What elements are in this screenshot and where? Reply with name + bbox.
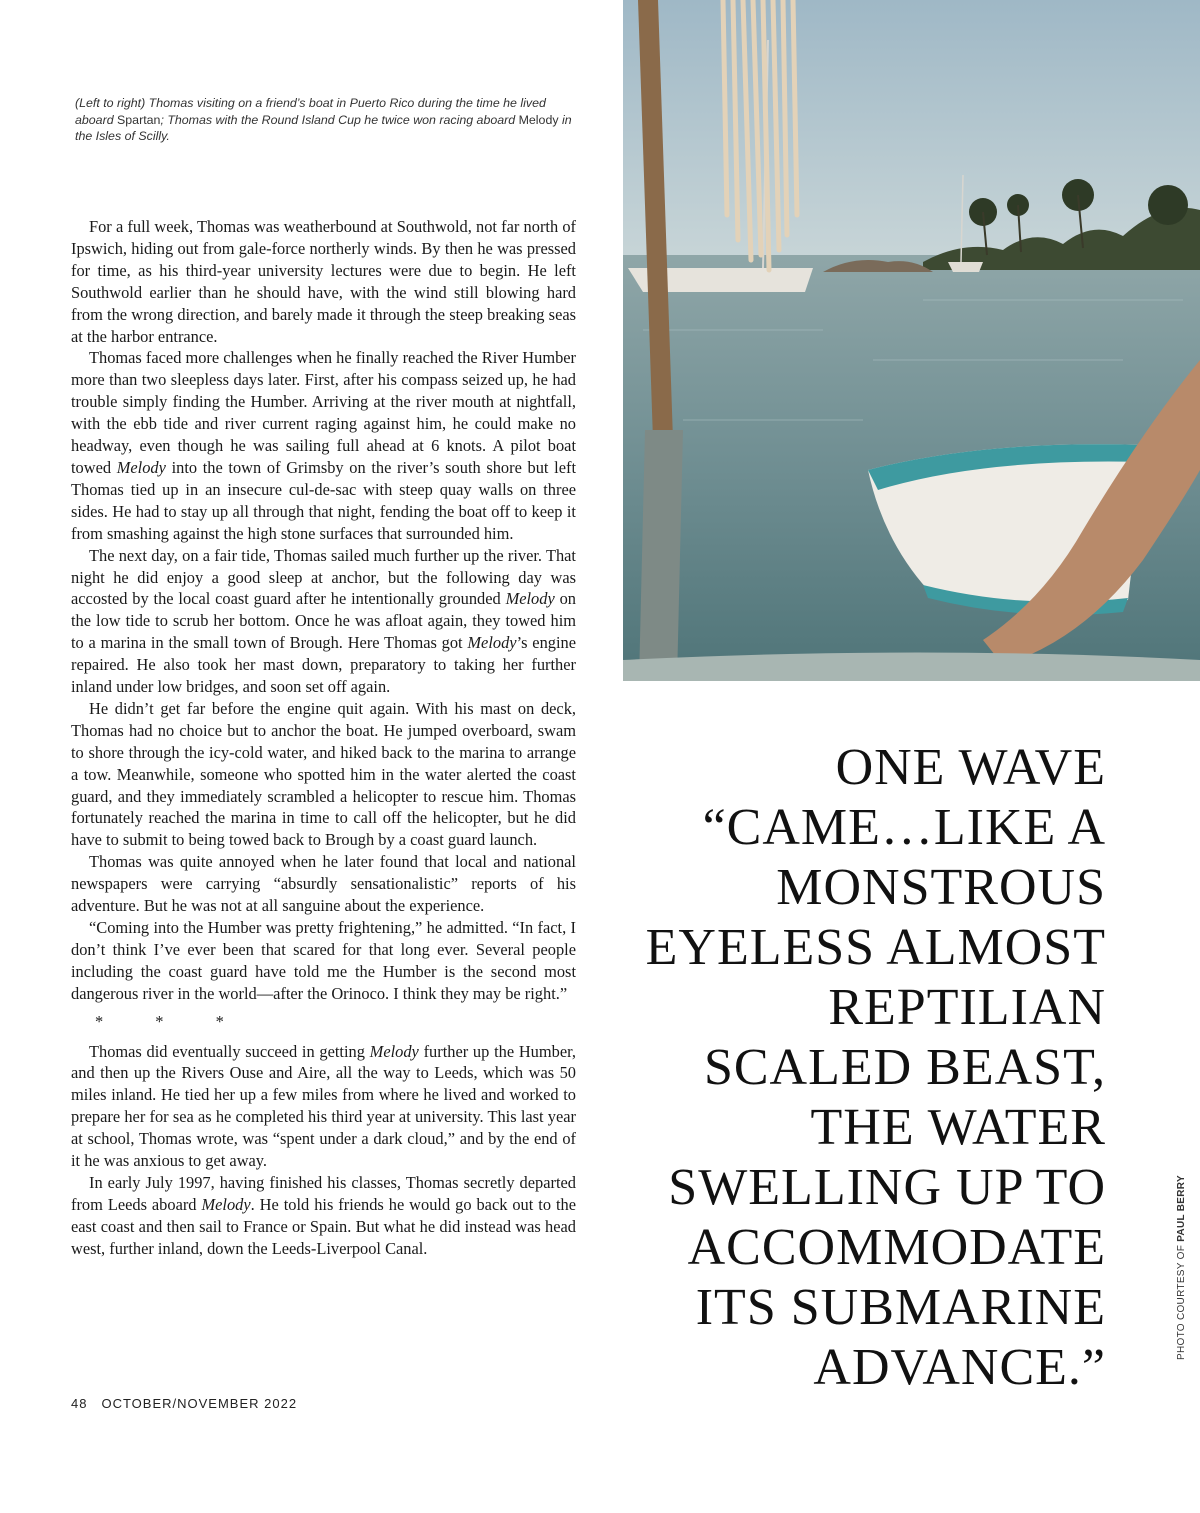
page-number: 48	[71, 1396, 88, 1411]
caption-text-1: (Left to right) Thomas visiting on a friend’s boat in Puerto Rico during the time he lived aboard	[75, 96, 546, 127]
paragraph-5: Thomas was quite annoyed when he later found that local and national newspapers were carrying “absurdly sensationalistic” reports of his adventure. But he was not at all sanguine about the experience.	[71, 852, 576, 916]
caption-boat-spartan: Spartan	[117, 112, 161, 127]
page-folio	[71, 1396, 311, 1411]
section-separator: * * *	[95, 1011, 248, 1031]
paragraph-2: Thomas faced more challenges when he finally reached the River Humber more than two sleepless days later. First, after his compass seized up, he had trouble simply finding the Humber. Arriving at the river mouth at nightfall, with the ebb tide and river current raging against him, he could make no headway, even though he was sailing full ahead at 6 knots. A pilot boat towed Melody into the town of Grimsby on the river’s south shore but left Thomas tied up in an insecure cul-de-sac with steep quay walls on three sides. He had to stay up all through that night, fending the boat off to keep it from smashing against the high stone surfaces that surrounded him.	[71, 348, 576, 543]
paragraph-8: In early July 1997, having finished his classes, Thomas secretly departed from Leeds aboard Melody. He told his friends he would go back out to the east coast and then sail to France or Spain. But what he did instead was head west, further inland, down the Leeds-Liverpool Canal.	[71, 1172, 576, 1258]
harbor-scene-image	[623, 0, 1200, 681]
caption-text-2: ; Thomas with the Round Island Cup he twice won racing aboard	[160, 112, 519, 127]
paragraph-1: For a full week, Thomas was weatherbound at Southwold, not far north of Ipswich, hiding out from gale-force northerly winds. By then he was pressed for time, as his third-year university lectures were due to begin. He left Southwold earlier than he should have, with the wind still blowing hard from the wrong direction, and barely made it through the steep breaking seas at the harbor entrance.	[71, 217, 576, 346]
caption-text-3: in the Isles of Scilly.	[75, 112, 572, 143]
paragraph-7: Thomas did eventually succeed in getting Melody further up the Humber, and then up the Rivers Ouse and Aire, all the way to Leeds, which was 50 miles inland. He tied her up a few miles from where he lived and worked to prepare her for sea as he completed his third year at university. This last year at school, Thomas wrote, was “spent under a dark cloud,” and by the end of it he was anxious to get away.	[71, 1041, 576, 1171]
boat-photo	[623, 0, 1200, 681]
paragraph-3: The next day, on a fair tide, Thomas sailed much further up the river. That night he did enjoy a good sleep at anchor, but the following day was accosted by the local coast guard after he intentionally grounded Melody on the low tide to scrub her bottom. Once he was afloat again, they towed him to a marina in the small town of Brough. Here Thomas got Melody’s engine repaired. He also took her mast down, preparatory to taking her further inland under low bridges, and soon set off again.	[71, 545, 576, 697]
pull-quote: ONE WAVE “CAME…LIKE A MONSTROUS EYELESS ALMOST REPTILIAN SCALED BEAST, THE WATER SWELLING UP TO ACCOMMODATE ITS SUBMARINE ADVANCE.”	[645, 739, 1106, 1396]
issue-date: OCTOBER/NOVEMBER 2022	[101, 1396, 298, 1411]
paragraph-6: “Coming into the Humber was pretty frightening,” he admitted. “In fact, I don’t think I’ve ever been that scared for that long ever. Several people including the coast guard have told me the Humber is the second most dangerous river in the world—after the Orinoco. I think they may be right.”	[71, 918, 576, 1003]
caption-boat-melody: Melody	[518, 112, 559, 127]
article-body	[71, 216, 576, 1260]
photo-caption	[75, 95, 575, 145]
paragraph-4: He didn’t get far before the engine quit again. With his mast on deck, Thomas had no choice but to anchor the boat. He jumped overboard, swam to shore through the icy-cold water, and hiked back to the marina to arrange a tow. Meanwhile, someone who spotted him in the water alerted the coast guard, and they immediately scrambled a helicopter to rescue him. Thomas fortunately reached the marina in time to call off the helicopter, but he did have to submit to being towed back to Brough by a coast guard launch.	[71, 698, 576, 850]
photo-credit: PHOTO COURTESY OF PAUL BERRY	[1176, 1175, 1187, 1360]
